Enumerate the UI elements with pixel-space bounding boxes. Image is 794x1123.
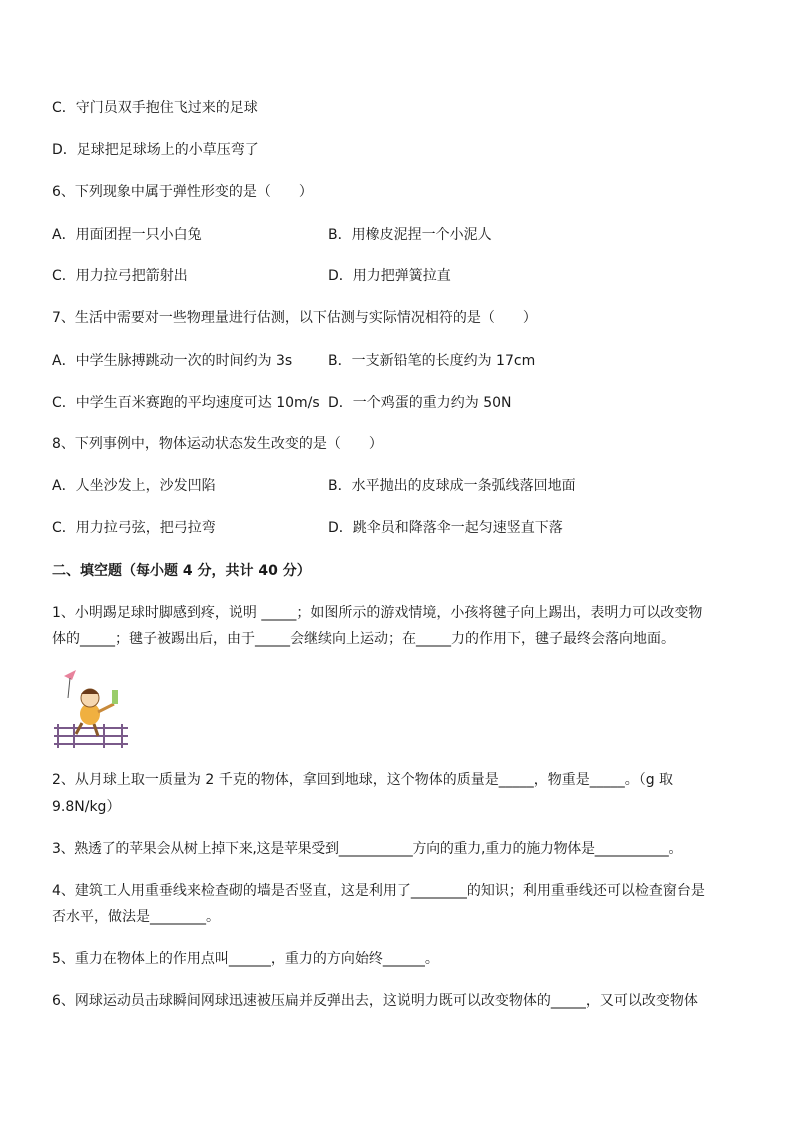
option-c-q5: C．守门员双手抱住飞过来的足球 xyxy=(52,100,258,116)
fill-5: 5、重力在物体上的作用点叫______，重力的方向始终______。 xyxy=(52,951,439,967)
option-b-q6: B．用橡皮泥捏一个小泥人 xyxy=(328,227,492,243)
fill-1-line-1: 1、小明踢足球时脚感到疼，说明 _____；如图所示的游戏情境，小孩将毽子向上踢出，表明力可以改变物 xyxy=(52,605,703,621)
question-6: 6、下列现象中属于弹性形变的是（ ） xyxy=(52,184,313,200)
option-b-q7: B．一支新铅笔的长度约为 17cm xyxy=(328,353,536,369)
question-8: 8、下列事例中，物体运动状态发生改变的是（ ） xyxy=(52,436,383,452)
option-a-q6: A．用面团捏一只小白兔 xyxy=(52,227,202,243)
option-a-q8: A．人坐沙发上，沙发凹陷 xyxy=(52,478,216,494)
option-c-q6: C．用力拉弓把箭射出 xyxy=(52,268,188,284)
child-kicking-shuttlecock-icon xyxy=(54,668,128,748)
option-c-q7: C．中学生百米赛跑的平均速度可达 10m/s xyxy=(52,395,320,411)
fill-6: 6、网球运动员击球瞬间网球迅速被压扁并反弹出去，这说明力既可以改变物体的_____，又可以改变物体 xyxy=(52,993,698,1009)
option-a-q7: A．中学生脉搏跳动一次的时间约为 3s xyxy=(52,353,293,369)
section-heading-fill-in: 二、填空题（每小题 4 分，共计 40 分） xyxy=(52,563,311,579)
option-d-q5: D．足球把足球场上的小草压弯了 xyxy=(52,142,259,158)
fill-2-line-2: 9.8N/kg） xyxy=(52,799,121,815)
option-d-q8: D．跳伞员和降落伞一起匀速竖直下落 xyxy=(328,520,563,536)
option-d-q7: D．一个鸡蛋的重力约为 50N xyxy=(328,395,512,411)
fill-4-line-2: 否水平，做法是________。 xyxy=(52,909,220,925)
fill-4-line-1: 4、建筑工人用重垂线来检查砌的墙是否竖直，这是利用了________的知识；利用重垂线还可以检查窗台是 xyxy=(52,883,705,899)
option-c-q8: C．用力拉弓弦，把弓拉弯 xyxy=(52,520,216,536)
fill-1-line-2: 体的_____；毽子被踢出后，由于_____会继续向上运动；在_____力的作用下，毽子最终会落向地面。 xyxy=(52,631,675,647)
option-b-q8: B．水平抛出的皮球成一条弧线落回地面 xyxy=(328,478,576,494)
option-d-q6: D．用力把弹簧拉直 xyxy=(328,268,451,284)
fill-2-line-1: 2、从月球上取一质量为 2 千克的物体，拿回到地球，这个物体的质量是_____，物重是_____。（g 取 xyxy=(52,772,674,788)
question-7: 7、生活中需要对一些物理量进行估测，以下估测与实际情况相符的是（ ） xyxy=(52,310,537,326)
fill-3: 3、熟透了的苹果会从树上掉下来,这是苹果受到___________方向的重力,重力的施力物体是___________。 xyxy=(52,841,683,857)
